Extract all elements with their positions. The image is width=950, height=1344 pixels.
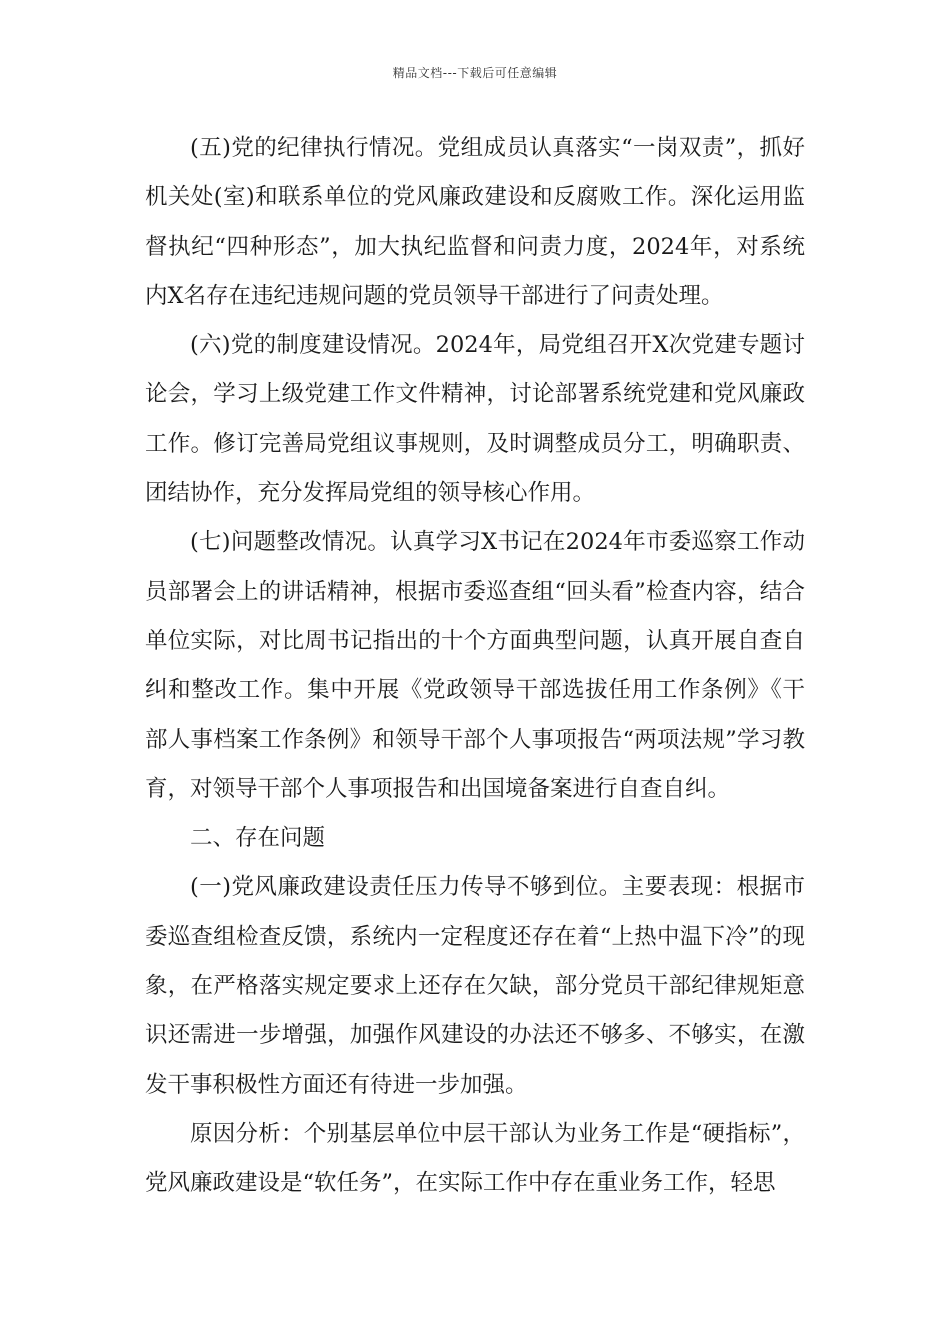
paragraph-discipline-execution: (五)党的纪律执行情况。党组成员认真落实“一岗双责”，抓好机关处(室)和联系单位的党风廉政建设和反腐败工作。深化运用监督执纪“四种形态”，加大执纪监督和问责力度，2024年，对系统内X名存在违纪违规问题的党员领导干部进行了问责处理。 (145, 135, 805, 309)
page-header: 精品文档---下载后可任意编辑 (392, 66, 558, 80)
paragraph-rectification: (七)问题整改情况。认真学习X书记在2024年市委巡察工作动员部署会上的讲话精神，根据市委巡查组“回头看”检查内容，结合单位实际，对比周书记指出的十个方面典型问题，认真开展自查自纠和整改工作。集中开展《党政领导干部选拔任用工作条例》《干部人事档案工作条例》和领导干部个人事项报告“两项法规”学习教育，对领导干部个人事项报告和出国境备案进行自查自纠。 (145, 529, 805, 802)
paragraph-cause-analysis: 原因分析：个别基层单位中层干部认为业务工作是“硬指标”，党风廉政建设是“软任务”，在实际工作中存在重业务工作，轻思 (145, 1120, 805, 1197)
section-heading-existing-problems: 二、存在问题 (190, 825, 326, 852)
paragraph-problem-one: (一)党风廉政建设责任压力传导不够到位。主要表现：根据市委巡查组检查反馈，系统内一定程度还存在着“上热中温下冷”的现象，在严格落实规定要求上还存在欠缺，部分党员干部纪律规矩意识还需进一步增强，加强作风建设的办法还不够多、不够实，在激发干事积极性方面还有待进一步加强。 (145, 874, 805, 1098)
paragraph-system-building: (六)党的制度建设情况。2024年，局党组召开X次党建专题讨论会，学习上级党建工作文件精神，讨论部署系统党建和党风廉政工作。修订完善局党组议事规则，及时调整成员分工，明确职责、团结协作，充分发挥局党组的领导核心作用。 (145, 332, 805, 507)
document-body (145, 124, 805, 1209)
